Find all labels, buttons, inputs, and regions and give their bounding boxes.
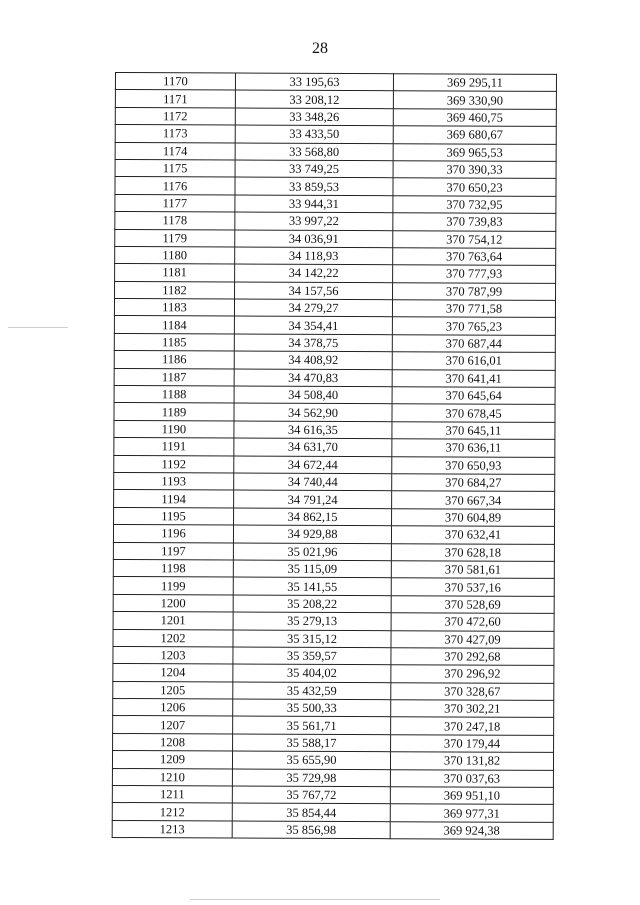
table-row xyxy=(114,386,555,405)
x-coordinate-cell: 35 856,98 xyxy=(232,821,390,839)
point-number-cell: 1175 xyxy=(115,159,235,177)
point-number-cell: 1183 xyxy=(114,299,234,317)
table-row xyxy=(114,420,555,439)
point-number-cell: 1196 xyxy=(113,525,233,543)
point-number-cell: 1185 xyxy=(114,333,234,351)
x-coordinate-cell: 33 749,25 xyxy=(235,160,393,178)
y-coordinate-cell: 370 179,44 xyxy=(391,735,554,753)
y-coordinate-cell: 370 292,68 xyxy=(391,648,554,666)
point-number-cell: 1192 xyxy=(114,455,234,473)
x-coordinate-cell: 34 036,91 xyxy=(235,230,393,248)
table-row xyxy=(115,229,556,248)
table-row xyxy=(113,612,554,631)
scan-artifact xyxy=(8,327,68,328)
table-row xyxy=(115,159,556,178)
table-row xyxy=(113,577,554,596)
x-coordinate-cell: 33 944,31 xyxy=(235,195,393,213)
table-row xyxy=(112,820,553,839)
y-coordinate-cell: 369 924,38 xyxy=(390,822,553,840)
x-coordinate-cell: 34 562,90 xyxy=(234,403,392,421)
point-number-cell: 1200 xyxy=(113,594,233,612)
y-coordinate-cell: 370 650,23 xyxy=(393,178,556,196)
x-coordinate-cell: 33 568,80 xyxy=(235,143,393,161)
y-coordinate-cell: 370 645,64 xyxy=(392,387,555,405)
x-coordinate-cell: 33 997,22 xyxy=(235,212,393,230)
table-row xyxy=(115,125,556,144)
x-coordinate-cell: 34 672,44 xyxy=(234,456,392,474)
y-coordinate-cell: 370 604,89 xyxy=(392,508,555,526)
point-number-cell: 1202 xyxy=(113,629,233,647)
y-coordinate-cell: 370 628,18 xyxy=(391,543,554,561)
y-coordinate-cell: 370 632,41 xyxy=(391,526,554,544)
table-row xyxy=(115,246,556,265)
table-row xyxy=(115,194,556,213)
table-row xyxy=(113,629,554,648)
table-row xyxy=(113,542,554,561)
x-coordinate-cell: 35 655,90 xyxy=(232,751,390,769)
y-coordinate-cell: 370 763,64 xyxy=(393,248,556,266)
y-coordinate-cell: 370 302,21 xyxy=(391,700,554,718)
y-coordinate-cell: 370 390,33 xyxy=(393,161,556,179)
x-coordinate-cell: 34 929,88 xyxy=(233,525,391,543)
scan-artifact xyxy=(190,899,440,900)
x-coordinate-cell: 35 315,12 xyxy=(233,630,391,648)
table-row xyxy=(112,768,553,787)
y-coordinate-cell: 369 951,10 xyxy=(390,787,553,805)
table-row xyxy=(115,177,556,196)
table-row xyxy=(114,316,555,335)
point-number-cell: 1203 xyxy=(113,646,233,664)
y-coordinate-cell: 370 754,12 xyxy=(393,230,556,248)
point-number-cell: 1209 xyxy=(112,751,232,769)
table-row xyxy=(114,299,555,318)
x-coordinate-cell: 34 378,75 xyxy=(234,334,392,352)
y-coordinate-cell: 370 771,58 xyxy=(392,300,555,318)
y-coordinate-cell: 370 581,61 xyxy=(391,561,554,579)
point-number-cell: 1210 xyxy=(112,768,232,786)
x-coordinate-cell: 34 470,83 xyxy=(234,369,392,387)
x-coordinate-cell: 34 354,41 xyxy=(234,316,392,334)
point-number-cell: 1172 xyxy=(115,107,235,125)
point-number-cell: 1189 xyxy=(114,403,234,421)
point-number-cell: 1182 xyxy=(115,281,235,299)
table-row xyxy=(115,281,556,300)
y-coordinate-cell: 370 687,44 xyxy=(392,335,555,353)
y-coordinate-cell: 370 787,99 xyxy=(393,282,556,300)
point-number-cell: 1207 xyxy=(113,716,233,734)
page-number: 28 xyxy=(312,40,328,57)
y-coordinate-cell: 370 537,16 xyxy=(391,578,554,596)
y-coordinate-cell: 369 680,67 xyxy=(393,126,556,144)
table-row xyxy=(112,803,553,822)
x-coordinate-cell: 34 279,27 xyxy=(234,299,392,317)
table-row xyxy=(112,751,553,770)
point-number-cell: 1194 xyxy=(114,490,234,508)
table-row xyxy=(113,664,554,683)
y-coordinate-cell: 370 641,41 xyxy=(392,369,555,387)
point-number-cell: 1177 xyxy=(115,194,235,212)
y-coordinate-cell: 370 472,60 xyxy=(391,613,554,631)
table-row xyxy=(114,351,555,370)
table-row xyxy=(114,333,555,352)
y-coordinate-cell: 370 667,34 xyxy=(392,491,555,509)
table-row xyxy=(113,699,554,718)
point-number-cell: 1205 xyxy=(113,681,233,699)
table-row xyxy=(113,525,554,544)
table-row xyxy=(113,646,554,665)
y-coordinate-cell: 370 616,01 xyxy=(392,352,555,370)
x-coordinate-cell: 34 862,15 xyxy=(234,508,392,526)
x-coordinate-cell: 34 740,44 xyxy=(234,473,392,491)
x-coordinate-cell: 34 616,35 xyxy=(234,421,392,439)
table-row xyxy=(113,559,554,578)
y-coordinate-cell: 370 739,83 xyxy=(393,213,556,231)
point-number-cell: 1174 xyxy=(115,142,235,160)
y-coordinate-cell: 370 328,67 xyxy=(391,682,554,700)
x-coordinate-cell: 33 208,12 xyxy=(235,90,393,108)
point-number-cell: 1191 xyxy=(114,438,234,456)
y-coordinate-cell: 370 636,11 xyxy=(392,439,555,457)
x-coordinate-cell: 35 729,98 xyxy=(232,769,390,787)
point-number-cell: 1186 xyxy=(114,351,234,369)
point-number-cell: 1188 xyxy=(114,386,234,404)
y-coordinate-cell: 370 528,69 xyxy=(391,595,554,613)
table-row xyxy=(114,368,555,387)
y-coordinate-cell: 370 777,93 xyxy=(393,265,556,283)
point-number-cell: 1180 xyxy=(115,246,235,264)
x-coordinate-cell: 34 157,56 xyxy=(235,282,393,300)
x-coordinate-cell: 34 631,70 xyxy=(234,438,392,456)
y-coordinate-cell: 370 678,45 xyxy=(392,404,555,422)
y-coordinate-cell: 370 765,23 xyxy=(392,317,555,335)
y-coordinate-cell: 370 247,18 xyxy=(391,717,554,735)
y-coordinate-cell: 370 645,11 xyxy=(392,422,555,440)
point-number-cell: 1195 xyxy=(114,507,234,525)
y-coordinate-cell: 370 650,93 xyxy=(392,456,555,474)
x-coordinate-cell: 35 500,33 xyxy=(233,699,391,717)
table-row xyxy=(113,716,554,735)
point-number-cell: 1197 xyxy=(113,542,233,560)
table-row xyxy=(114,438,555,457)
point-number-cell: 1199 xyxy=(113,577,233,595)
table-row xyxy=(115,142,556,161)
x-coordinate-cell: 34 508,40 xyxy=(234,386,392,404)
x-coordinate-cell: 35 279,13 xyxy=(233,612,391,630)
table-row xyxy=(113,733,554,752)
x-coordinate-cell: 33 859,53 xyxy=(235,177,393,195)
point-number-cell: 1173 xyxy=(115,125,235,143)
y-coordinate-cell: 369 977,31 xyxy=(390,804,553,822)
point-number-cell: 1176 xyxy=(115,177,235,195)
table-row xyxy=(115,212,556,231)
y-coordinate-cell: 370 296,92 xyxy=(391,665,554,683)
x-coordinate-cell: 35 115,09 xyxy=(233,560,391,578)
x-coordinate-cell: 35 208,22 xyxy=(233,595,391,613)
x-coordinate-cell: 35 404,02 xyxy=(233,664,391,682)
x-coordinate-cell: 33 195,63 xyxy=(235,73,393,91)
point-number-cell: 1179 xyxy=(115,229,235,247)
y-coordinate-cell: 369 295,11 xyxy=(393,74,556,92)
point-number-cell: 1206 xyxy=(113,699,233,717)
table-row xyxy=(113,594,554,613)
y-coordinate-cell: 370 131,82 xyxy=(390,752,553,770)
y-coordinate-cell: 370 732,95 xyxy=(393,195,556,213)
x-coordinate-cell: 35 588,17 xyxy=(233,734,391,752)
y-coordinate-cell: 370 427,09 xyxy=(391,630,554,648)
table-row xyxy=(113,681,554,700)
x-coordinate-cell: 33 348,26 xyxy=(235,108,393,126)
table-row xyxy=(114,490,555,509)
point-number-cell: 1211 xyxy=(112,786,232,804)
y-coordinate-cell: 369 330,90 xyxy=(393,91,556,109)
table-row xyxy=(115,90,556,109)
point-number-cell: 1198 xyxy=(113,559,233,577)
y-coordinate-cell: 370 037,63 xyxy=(390,769,553,787)
table-row xyxy=(115,73,556,92)
table-row xyxy=(114,507,555,526)
point-number-cell: 1193 xyxy=(114,472,234,490)
coordinates-table xyxy=(112,72,557,840)
x-coordinate-cell: 34 118,93 xyxy=(235,247,393,265)
table-row xyxy=(112,786,553,805)
x-coordinate-cell: 34 408,92 xyxy=(234,351,392,369)
point-number-cell: 1181 xyxy=(115,264,235,282)
point-number-cell: 1171 xyxy=(115,90,235,108)
y-coordinate-cell: 369 460,75 xyxy=(393,108,556,126)
x-coordinate-cell: 35 141,55 xyxy=(233,577,391,595)
x-coordinate-cell: 35 021,96 xyxy=(233,543,391,561)
x-coordinate-cell: 34 791,24 xyxy=(234,490,392,508)
x-coordinate-cell: 35 561,71 xyxy=(233,716,391,734)
point-number-cell: 1201 xyxy=(113,612,233,630)
x-coordinate-cell: 35 854,44 xyxy=(232,803,390,821)
x-coordinate-cell: 34 142,22 xyxy=(235,264,393,282)
point-number-cell: 1187 xyxy=(114,368,234,386)
table-row xyxy=(114,403,555,422)
point-number-cell: 1184 xyxy=(114,316,234,334)
x-coordinate-cell: 33 433,50 xyxy=(235,125,393,143)
point-number-cell: 1212 xyxy=(112,803,232,821)
table-row xyxy=(115,107,556,126)
table-row xyxy=(114,472,555,491)
point-number-cell: 1204 xyxy=(113,664,233,682)
coordinates-table-body xyxy=(112,73,556,840)
y-coordinate-cell: 369 965,53 xyxy=(393,143,556,161)
point-number-cell: 1213 xyxy=(112,820,232,838)
table-row xyxy=(115,264,556,283)
x-coordinate-cell: 35 767,72 xyxy=(232,786,390,804)
point-number-cell: 1190 xyxy=(114,420,234,438)
point-number-cell: 1178 xyxy=(115,212,235,230)
x-coordinate-cell: 35 432,59 xyxy=(233,682,391,700)
table-row xyxy=(114,455,555,474)
point-number-cell: 1208 xyxy=(113,733,233,751)
point-number-cell: 1170 xyxy=(115,73,235,91)
x-coordinate-cell: 35 359,57 xyxy=(233,647,391,665)
y-coordinate-cell: 370 684,27 xyxy=(392,474,555,492)
